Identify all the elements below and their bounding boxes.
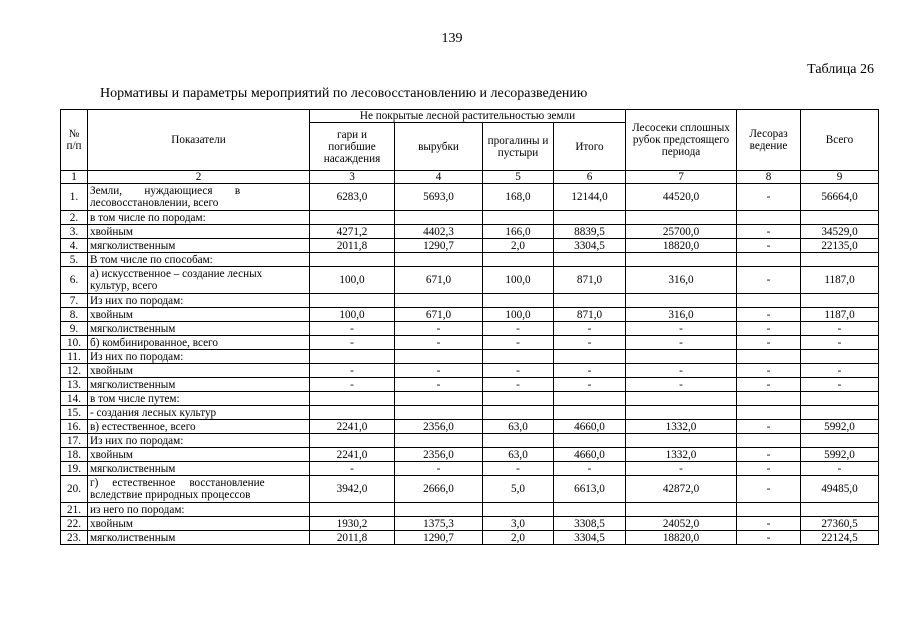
cell-c4: - (395, 378, 483, 392)
table-row (61, 503, 879, 517)
cell-c6: 8839,5 (554, 225, 626, 239)
cell-c7 (626, 211, 737, 225)
cell-c5: - (483, 378, 554, 392)
row-indicator: мягколиственным (88, 239, 310, 253)
cell-c5: 5,0 (483, 476, 554, 503)
row-number: 16. (61, 420, 88, 434)
cell-c4: 2356,0 (395, 420, 483, 434)
cell-c5 (483, 294, 554, 308)
cell-c9 (801, 434, 879, 448)
cell-c3: - (310, 462, 395, 476)
cell-c5 (483, 503, 554, 517)
header-num: № п/п (61, 110, 88, 171)
table-row (61, 239, 879, 253)
cell-c7 (626, 503, 737, 517)
cell-c6: 871,0 (554, 308, 626, 322)
cell-c9 (801, 294, 879, 308)
row-number: 6. (61, 267, 88, 294)
cell-c5: 100,0 (483, 267, 554, 294)
cell-c6 (554, 434, 626, 448)
row-indicator-line2: вследствие природных процессов (90, 489, 251, 501)
header-burnt: гари и погибшие насаждения (310, 123, 395, 171)
cell-c3 (310, 392, 395, 406)
row-number: 21. (61, 503, 88, 517)
cell-c7: 25700,0 (626, 225, 737, 239)
row-number: 2. (61, 211, 88, 225)
row-indicator-line2: культур, всего (90, 280, 158, 292)
cell-c5: 2,0 (483, 531, 554, 545)
cell-c5: 168,0 (483, 184, 554, 211)
table-row (61, 308, 879, 322)
header-total: Всего (801, 110, 879, 171)
row-indicator: мягколиственным (88, 531, 310, 545)
row-indicator: Из них по породам: (88, 294, 310, 308)
row-indicator: хвойным (88, 448, 310, 462)
cell-c7 (626, 350, 737, 364)
cell-c8 (737, 350, 801, 364)
page-number: 139 (441, 31, 463, 46)
cell-c8: - (737, 336, 801, 350)
cell-c8 (737, 211, 801, 225)
cell-c3 (310, 406, 395, 420)
cell-c4 (395, 392, 483, 406)
row-indicator-line2: лесовосстановлении, всего (90, 197, 219, 209)
table-row (61, 378, 879, 392)
cell-c3: - (310, 322, 395, 336)
column-number: 7 (626, 171, 737, 184)
cell-c5: - (483, 322, 554, 336)
row-indicator-line1: а) искусственное – создание лесных (90, 268, 263, 280)
cell-c9: 5992,0 (801, 448, 879, 462)
cell-c6: 3304,5 (554, 531, 626, 545)
cell-c7: 1332,0 (626, 448, 737, 462)
row-number: 17. (61, 434, 88, 448)
cell-c6 (554, 253, 626, 267)
row-indicator: в) естественное, всего (88, 420, 310, 434)
cell-c8: - (737, 308, 801, 322)
cell-c8 (737, 253, 801, 267)
cell-c8 (737, 294, 801, 308)
cell-c3 (310, 294, 395, 308)
cell-c8 (737, 406, 801, 420)
cell-c6 (554, 211, 626, 225)
table-row (61, 336, 879, 350)
cell-c5 (483, 406, 554, 420)
table-row (61, 322, 879, 336)
cell-c4: 1375,3 (395, 517, 483, 531)
row-number: 10. (61, 336, 88, 350)
row-number: 15. (61, 406, 88, 420)
cell-c3: 2241,0 (310, 448, 395, 462)
header-not-covered: Не покрытые лесной растительностью земли (310, 110, 626, 123)
column-number: 9 (801, 171, 879, 184)
cell-c9: 34529,0 (801, 225, 879, 239)
column-number: 1 (61, 171, 88, 184)
cell-c4 (395, 503, 483, 517)
header-afforestation: Лесораз ведение (737, 110, 801, 171)
cell-c9: 1187,0 (801, 267, 879, 294)
cell-c6 (554, 406, 626, 420)
row-indicator (88, 184, 310, 211)
table-row (61, 476, 879, 503)
cell-c5: 166,0 (483, 225, 554, 239)
cell-c7: 24052,0 (626, 517, 737, 531)
cell-c4: 671,0 (395, 267, 483, 294)
norms-table (60, 109, 879, 545)
row-number: 13. (61, 378, 88, 392)
cell-c6: 871,0 (554, 267, 626, 294)
cell-c3: - (310, 378, 395, 392)
cell-c3: 2011,8 (310, 531, 395, 545)
cell-c7 (626, 406, 737, 420)
row-number: 12. (61, 364, 88, 378)
cell-c8: - (737, 476, 801, 503)
cell-c7: - (626, 322, 737, 336)
header-clearcuts: вырубки (395, 123, 483, 171)
row-indicator: хвойным (88, 308, 310, 322)
column-number: 6 (554, 171, 626, 184)
cell-c7: - (626, 364, 737, 378)
cell-c4: - (395, 364, 483, 378)
cell-c9: - (801, 322, 879, 336)
row-indicator: В том числе по способам: (88, 253, 310, 267)
cell-c8: - (737, 364, 801, 378)
cell-c4: 1290,7 (395, 239, 483, 253)
cell-c4 (395, 434, 483, 448)
cell-c3: - (310, 364, 395, 378)
column-number: 3 (310, 171, 395, 184)
cell-c8: - (737, 448, 801, 462)
cell-c3: 100,0 (310, 267, 395, 294)
column-number: 2 (88, 171, 310, 184)
cell-c4: 2356,0 (395, 448, 483, 462)
cell-c9 (801, 253, 879, 267)
cell-c5 (483, 253, 554, 267)
column-number: 8 (737, 171, 801, 184)
table-title: Нормативы и параметры мероприятий по лесовосстановлению и лесоразведению (100, 86, 588, 101)
row-number: 3. (61, 225, 88, 239)
cell-c7: 42872,0 (626, 476, 737, 503)
cell-c5: 3,0 (483, 517, 554, 531)
cell-c3 (310, 211, 395, 225)
cell-c8: - (737, 420, 801, 434)
row-number: 11. (61, 350, 88, 364)
cell-c4 (395, 294, 483, 308)
table-row (61, 420, 879, 434)
cell-c4: - (395, 462, 483, 476)
cell-c4: - (395, 336, 483, 350)
cell-c5 (483, 392, 554, 406)
cell-c5: 2,0 (483, 239, 554, 253)
cell-c8: - (737, 267, 801, 294)
cell-c9: 22135,0 (801, 239, 879, 253)
header-cutting: Лесосеки сплошных рубок предстоящего периода (626, 110, 737, 171)
row-indicator: хвойным (88, 517, 310, 531)
cell-c8: - (737, 322, 801, 336)
table-row (61, 531, 879, 545)
cell-c4: 4402,3 (395, 225, 483, 239)
cell-c9: 22124,5 (801, 531, 879, 545)
row-number: 5. (61, 253, 88, 267)
table-row (61, 294, 879, 308)
row-indicator: мягколиственным (88, 322, 310, 336)
row-number: 9. (61, 322, 88, 336)
row-indicator: Из них по породам: (88, 434, 310, 448)
row-indicator: - создания лесных культур (88, 406, 310, 420)
cell-c4: 1290,7 (395, 531, 483, 545)
cell-c9 (801, 392, 879, 406)
cell-c6: - (554, 462, 626, 476)
row-indicator (88, 476, 310, 503)
cell-c7: 18820,0 (626, 239, 737, 253)
cell-c4: - (395, 322, 483, 336)
row-number: 1. (61, 184, 88, 211)
table-row (61, 267, 879, 294)
cell-c3 (310, 350, 395, 364)
cell-c9: 27360,5 (801, 517, 879, 531)
cell-c6 (554, 392, 626, 406)
header-indicators: Показатели (88, 110, 310, 171)
row-indicator: мягколиственным (88, 462, 310, 476)
cell-c6: 3308,5 (554, 517, 626, 531)
row-indicator: в том числе по породам: (88, 211, 310, 225)
cell-c8: - (737, 225, 801, 239)
row-number: 20. (61, 476, 88, 503)
cell-c3 (310, 434, 395, 448)
cell-c6: 12144,0 (554, 184, 626, 211)
cell-c4 (395, 350, 483, 364)
row-indicator (88, 267, 310, 294)
row-number: 4. (61, 239, 88, 253)
cell-c5: - (483, 364, 554, 378)
table-row (61, 184, 879, 211)
cell-c3: 6283,0 (310, 184, 395, 211)
table-row (61, 225, 879, 239)
table-row (61, 350, 879, 364)
header-glades: прогалины и пустыри (483, 123, 554, 171)
cell-c8 (737, 503, 801, 517)
cell-c8: - (737, 531, 801, 545)
table-row (61, 406, 879, 420)
table-row (61, 448, 879, 462)
cell-c4 (395, 253, 483, 267)
cell-c8: - (737, 378, 801, 392)
column-numbers-row (61, 171, 879, 184)
cell-c7: 316,0 (626, 267, 737, 294)
header-subtotal: Итого (554, 123, 626, 171)
cell-c7: 18820,0 (626, 531, 737, 545)
cell-c4: 671,0 (395, 308, 483, 322)
cell-c8 (737, 392, 801, 406)
cell-c7: 316,0 (626, 308, 737, 322)
column-number: 4 (395, 171, 483, 184)
cell-c6: 6613,0 (554, 476, 626, 503)
table-row (61, 253, 879, 267)
row-number: 23. (61, 531, 88, 545)
table-row (61, 211, 879, 225)
cell-c4 (395, 406, 483, 420)
cell-c7: - (626, 336, 737, 350)
cell-c6 (554, 350, 626, 364)
cell-c6 (554, 294, 626, 308)
row-number: 14. (61, 392, 88, 406)
cell-c9 (801, 503, 879, 517)
table-label: Таблица 26 (807, 62, 874, 77)
cell-c6: - (554, 364, 626, 378)
cell-c7 (626, 253, 737, 267)
cell-c3: - (310, 336, 395, 350)
cell-c8: - (737, 184, 801, 211)
row-indicator-line1: г) естественное восстановление (90, 477, 265, 489)
cell-c6 (554, 503, 626, 517)
cell-c6: 3304,5 (554, 239, 626, 253)
cell-c8 (737, 434, 801, 448)
table-row (61, 392, 879, 406)
cell-c7 (626, 434, 737, 448)
cell-c5: 63,0 (483, 420, 554, 434)
cell-c9: - (801, 378, 879, 392)
cell-c3: 100,0 (310, 308, 395, 322)
cell-c6: 4660,0 (554, 420, 626, 434)
cell-c7 (626, 294, 737, 308)
table-row (61, 364, 879, 378)
cell-c3: 1930,2 (310, 517, 395, 531)
cell-c7: 1332,0 (626, 420, 737, 434)
row-indicator: б) комбинированное, всего (88, 336, 310, 350)
cell-c3: 2011,8 (310, 239, 395, 253)
cell-c8: - (737, 517, 801, 531)
cell-c5 (483, 211, 554, 225)
row-indicator-line1: Земли, нуждающиеся в (90, 185, 241, 197)
cell-c4: 5693,0 (395, 184, 483, 211)
cell-c9: - (801, 462, 879, 476)
cell-c6: 4660,0 (554, 448, 626, 462)
row-indicator: мягколиственным (88, 378, 310, 392)
cell-c5 (483, 434, 554, 448)
cell-c5: - (483, 462, 554, 476)
cell-c3: 3942,0 (310, 476, 395, 503)
table-row (61, 462, 879, 476)
cell-c5: - (483, 336, 554, 350)
column-number: 5 (483, 171, 554, 184)
cell-c8: - (737, 239, 801, 253)
cell-c6: - (554, 336, 626, 350)
row-indicator: хвойным (88, 225, 310, 239)
table-row (61, 434, 879, 448)
row-indicator: в том числе путем: (88, 392, 310, 406)
cell-c9: - (801, 364, 879, 378)
cell-c9: 56664,0 (801, 184, 879, 211)
row-indicator: Из них по породам: (88, 350, 310, 364)
row-number: 18. (61, 448, 88, 462)
cell-c9 (801, 211, 879, 225)
cell-c6: - (554, 322, 626, 336)
cell-c5: 63,0 (483, 448, 554, 462)
row-indicator: хвойным (88, 364, 310, 378)
cell-c9: - (801, 336, 879, 350)
cell-c5 (483, 350, 554, 364)
cell-c3 (310, 503, 395, 517)
row-number: 7. (61, 294, 88, 308)
cell-c8: - (737, 462, 801, 476)
cell-c9 (801, 350, 879, 364)
cell-c6: - (554, 378, 626, 392)
cell-c5: 100,0 (483, 308, 554, 322)
cell-c3: 4271,2 (310, 225, 395, 239)
cell-c3 (310, 253, 395, 267)
cell-c7: - (626, 462, 737, 476)
cell-c7: 44520,0 (626, 184, 737, 211)
cell-c7 (626, 392, 737, 406)
row-number: 19. (61, 462, 88, 476)
cell-c3: 2241,0 (310, 420, 395, 434)
cell-c9: 49485,0 (801, 476, 879, 503)
cell-c4: 2666,0 (395, 476, 483, 503)
table-row (61, 517, 879, 531)
cell-c4 (395, 211, 483, 225)
cell-c9 (801, 406, 879, 420)
row-indicator: из него по породам: (88, 503, 310, 517)
row-number: 8. (61, 308, 88, 322)
cell-c7: - (626, 378, 737, 392)
cell-c9: 5992,0 (801, 420, 879, 434)
cell-c9: 1187,0 (801, 308, 879, 322)
row-number: 22. (61, 517, 88, 531)
